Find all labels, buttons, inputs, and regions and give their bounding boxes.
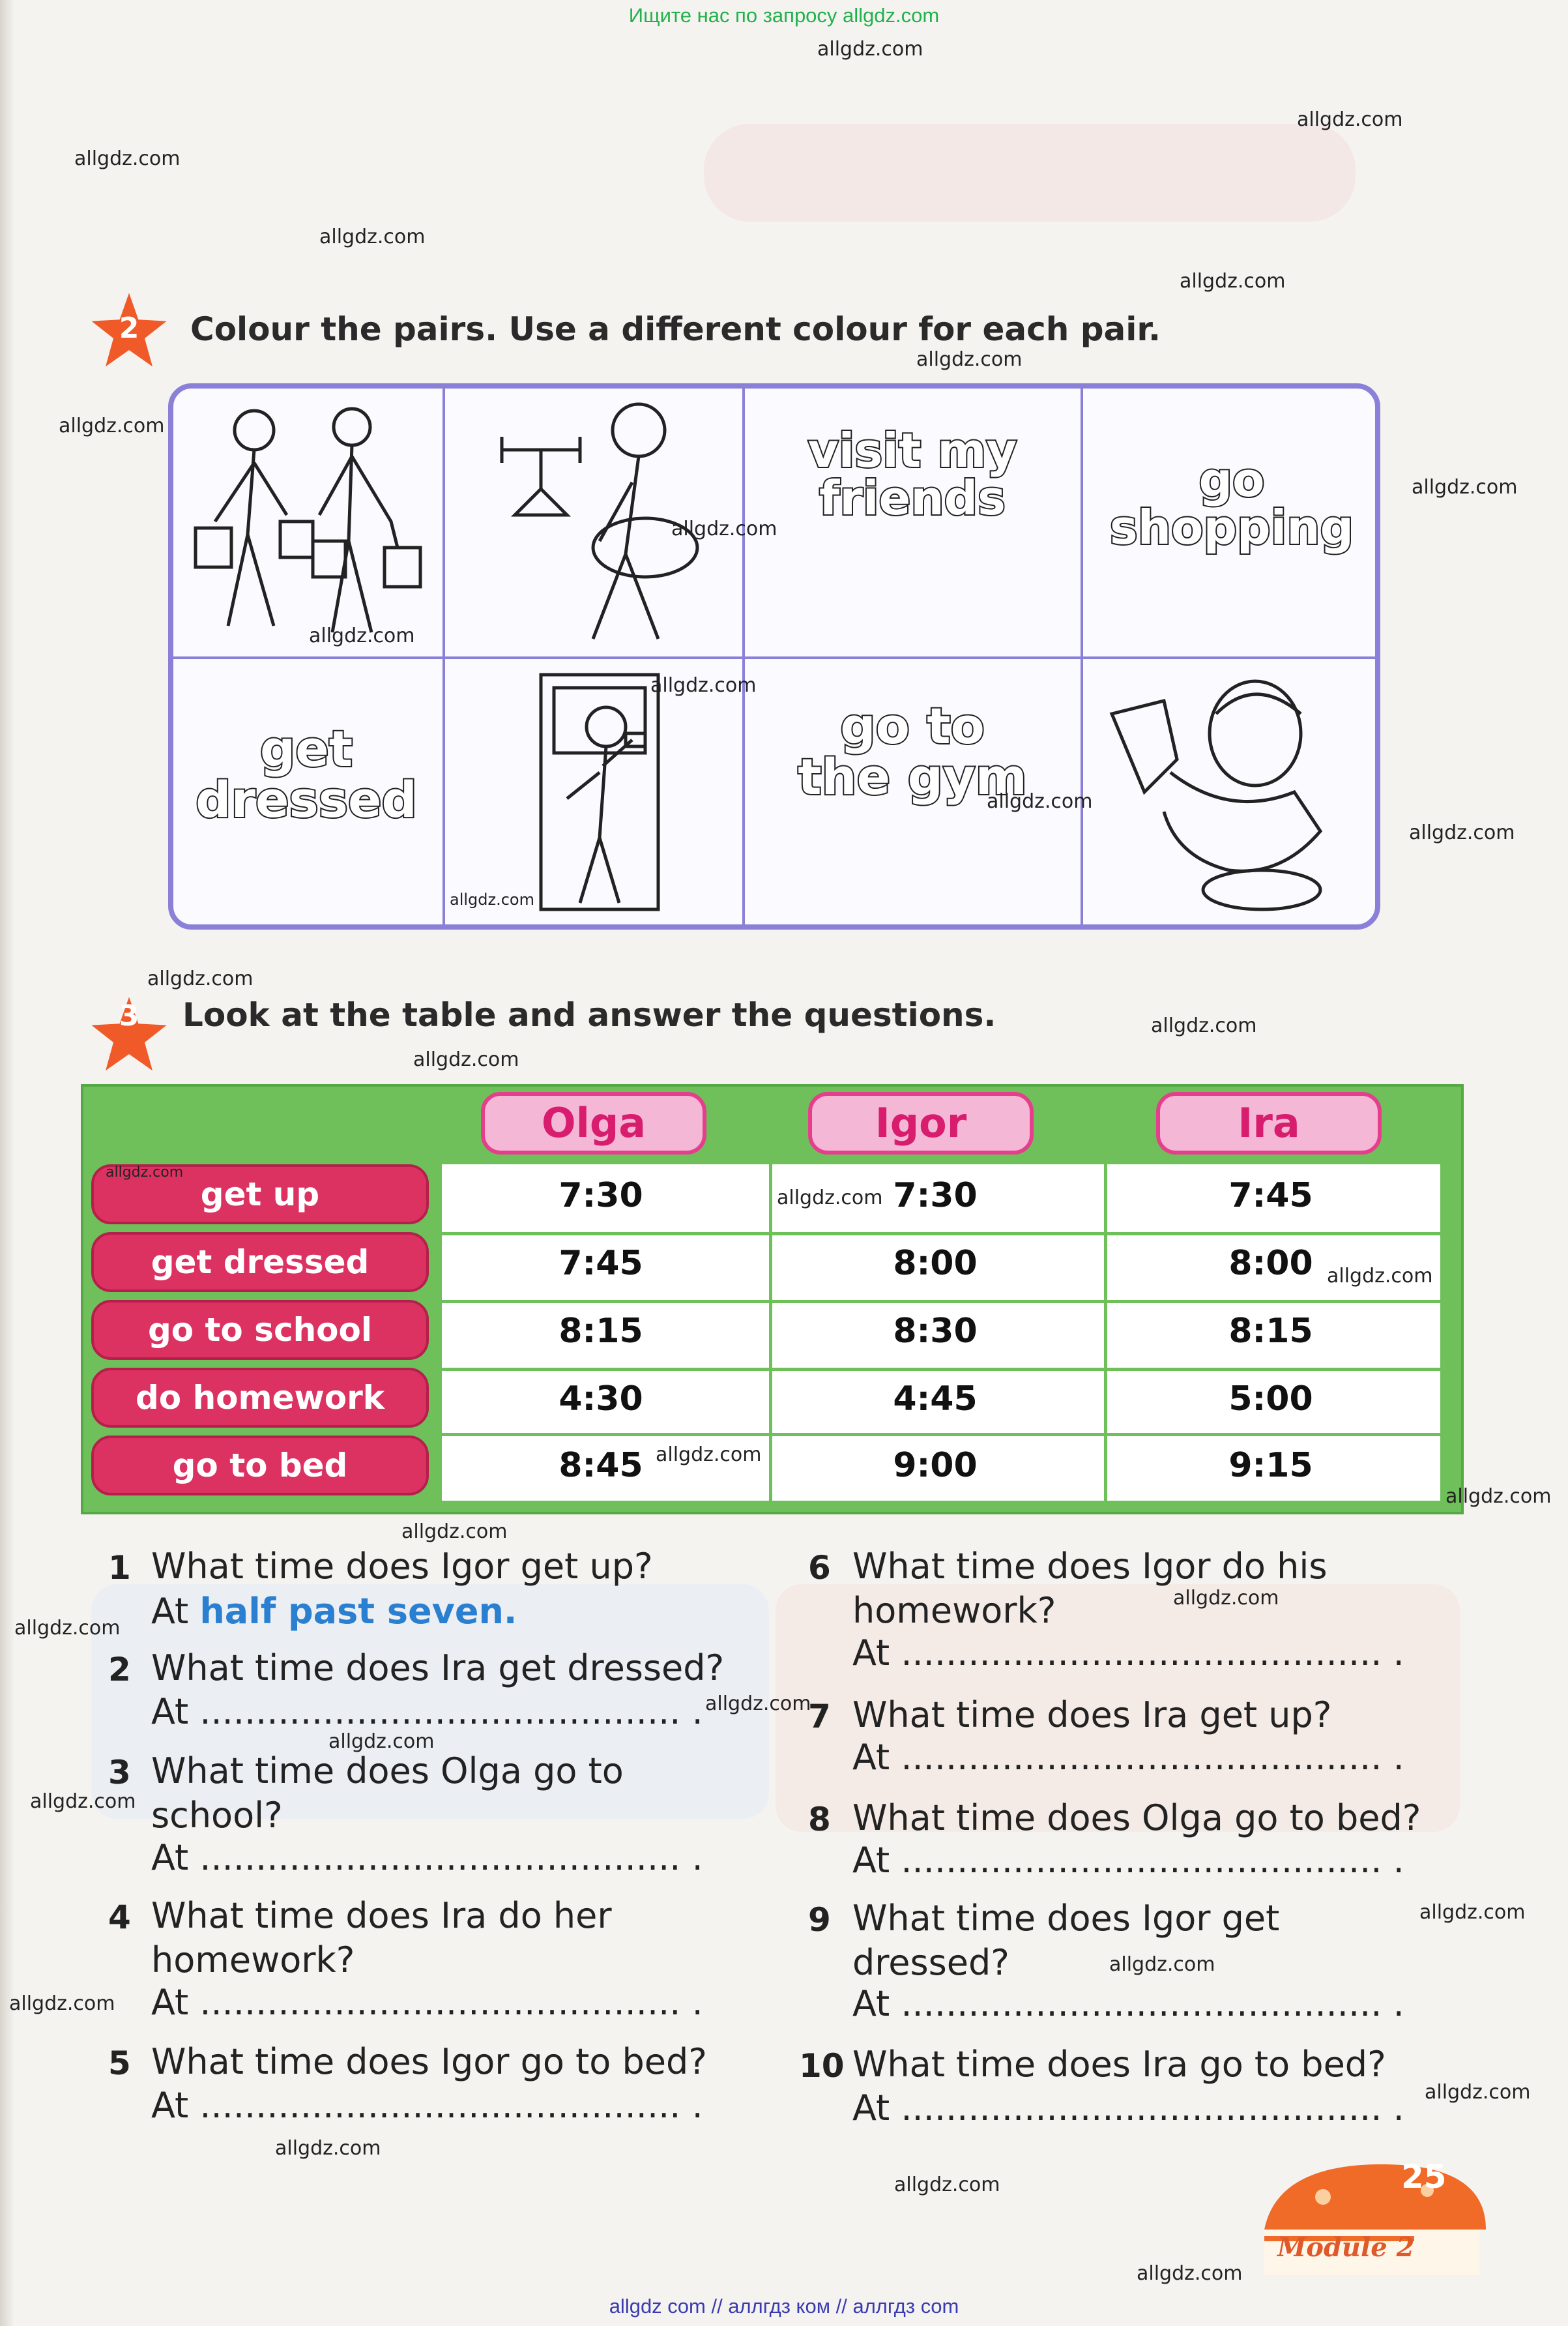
question-number: 3: [108, 1754, 131, 1791]
faded-background-shape: [704, 124, 1356, 222]
answer-prefix: At: [852, 1983, 890, 2024]
answer-line[interactable]: [852, 1983, 1404, 2024]
watermark: allgdz.com: [1151, 1014, 1257, 1037]
answer-blank: ........................................... .: [901, 1840, 1404, 1881]
watermark: allgdz.com: [9, 1992, 115, 2015]
time-cell: 7:45: [559, 1244, 643, 1283]
question-text: What time does Igor go to bed?: [151, 2041, 707, 2082]
watermark: allgdz.com: [401, 1520, 508, 1543]
question-text: dressed?: [852, 1942, 1009, 1983]
watermark: allgdz.com: [319, 226, 426, 248]
doorbell-man-picture[interactable]: [450, 662, 736, 922]
bottom-banner[interactable]: allgdz com // аллгдз ком // аллгдз com: [609, 2295, 959, 2318]
watermark: allgdz.com: [1445, 1485, 1552, 1508]
time-cell: 4:45: [893, 1379, 978, 1419]
column-header-ira: Ira: [1156, 1092, 1382, 1155]
question-text: What time does Igor get: [852, 1898, 1280, 1939]
time-cell: 9:00: [893, 1446, 978, 1485]
question-text: What time does Ira get up?: [852, 1694, 1332, 1735]
watermark: allgdz.com: [1412, 476, 1518, 499]
watermark: allgdz.com: [328, 1730, 435, 1753]
answer-prefix: At: [852, 1737, 890, 1778]
watermark: allgdz.com: [817, 38, 923, 61]
boy-getting-dressed-picture[interactable]: [1086, 662, 1372, 922]
answer-blank: ........................................... .: [199, 1982, 703, 2023]
time-cell: 9:15: [1228, 1446, 1313, 1485]
answer-blank: ........................................... .: [901, 1983, 1404, 2024]
watermark: allgdz.com: [106, 1164, 184, 1181]
phrase-visit-my-friends[interactable]: visit my friends: [807, 423, 1017, 526]
question-number: 6: [808, 1549, 831, 1587]
exercise-instruction: Colour the pairs. Use a different colour for each pair.: [190, 310, 1161, 348]
column-header-olga: Olga: [481, 1092, 706, 1155]
time-cell: 8:45: [559, 1446, 643, 1485]
module-label: Module 2: [1277, 2232, 1415, 2263]
time-cell: 8:30: [893, 1312, 978, 1351]
answer-line[interactable]: [852, 1840, 1404, 1881]
question-number: 4: [108, 1898, 131, 1936]
grid-divider: [1081, 387, 1083, 926]
question-text: homework?: [151, 1939, 355, 1980]
watermark: allgdz.com: [1327, 1265, 1433, 1288]
watermark: allgdz.com: [1425, 2081, 1531, 2104]
answer-prefix: At: [852, 1632, 890, 1673]
question-text: What time does Olga go to bed?: [852, 1797, 1421, 1838]
question-number: 10: [799, 2047, 845, 2085]
question-text: What time does Ira go to bed?: [852, 2044, 1386, 2085]
top-banner[interactable]: Ищите нас по запросу allgdz.com: [628, 4, 940, 27]
watermark: allgdz.com: [74, 147, 181, 170]
time-cell: 7:30: [559, 1176, 643, 1215]
answer-blank: ........................................... .: [901, 2087, 1404, 2128]
exercise-number: 3: [119, 999, 139, 1033]
question-text: What time does Olga go to: [151, 1750, 624, 1791]
exercise-number: 2: [119, 312, 139, 345]
watermark: allgdz.com: [30, 1790, 136, 1813]
answer-line[interactable]: [852, 1632, 1404, 1673]
answer-prefix: At: [151, 2085, 189, 2126]
watermark: allgdz.com: [894, 2173, 1000, 2196]
answer-prefix: At: [852, 2087, 890, 2128]
question-number: 9: [808, 1901, 831, 1939]
table-divider: [442, 1300, 1440, 1303]
watermark: allgdz.com: [1419, 1901, 1526, 1924]
question-number: 2: [108, 1651, 131, 1688]
table-divider: [442, 1232, 1440, 1235]
row-label-do-homework: do homework: [91, 1368, 429, 1428]
answer-line[interactable]: [151, 1837, 703, 1878]
watermark: allgdz.com: [1409, 821, 1515, 844]
time-cell: 8:15: [1228, 1312, 1313, 1351]
answer-line[interactable]: [151, 1691, 703, 1732]
table-divider: [442, 1368, 1440, 1371]
question-number: 5: [108, 2044, 131, 2082]
grid-divider: [742, 387, 745, 926]
watermark: allgdz.com: [650, 674, 757, 697]
question-number: 1: [108, 1549, 131, 1587]
grid-divider: [172, 656, 1376, 659]
phrase-go-shopping[interactable]: go shopping: [1109, 452, 1354, 555]
watermark: allgdz.com: [1180, 270, 1286, 293]
row-label-get-up: get up: [91, 1164, 429, 1224]
watermark: allgdz.com: [916, 348, 1023, 371]
question-text: school?: [151, 1795, 283, 1836]
watermark: allgdz.com: [450, 891, 534, 909]
row-label-get-dressed: get dressed: [91, 1232, 429, 1292]
watermark: allgdz.com: [59, 415, 165, 437]
time-cell: 7:30: [893, 1176, 978, 1215]
page-number: 25: [1401, 2158, 1447, 2196]
row-label-go-to-school: go to school: [91, 1300, 429, 1360]
answer-blank: ........................................... .: [199, 1691, 703, 1732]
time-cell: 7:45: [1228, 1176, 1313, 1215]
question-text: What time does Igor do his: [852, 1546, 1328, 1587]
question-text: homework?: [852, 1590, 1056, 1631]
column-header-igor: Igor: [808, 1092, 1034, 1155]
table-divider: [442, 1433, 1440, 1436]
answer-blank: ........................................... .: [901, 1737, 1404, 1778]
table-divider: [1104, 1164, 1107, 1501]
watermark: allgdz.com: [1297, 108, 1403, 131]
question-text: What time does Igor get up?: [151, 1546, 653, 1587]
question-number: 8: [808, 1801, 831, 1838]
time-cell: 5:00: [1228, 1379, 1313, 1419]
phrase-go-to-the-gym[interactable]: go to the gym: [798, 697, 1027, 806]
exercise-instruction: Look at the table and answer the questions.: [182, 996, 996, 1034]
answer-line[interactable]: [151, 1591, 517, 1632]
grid-divider: [443, 387, 445, 926]
page-left-edge: [0, 0, 14, 2326]
question-number: 7: [808, 1698, 831, 1735]
watermark: allgdz.com: [777, 1186, 883, 1209]
watermark: allgdz.com: [671, 518, 777, 540]
answer-prefix: At: [852, 1840, 890, 1881]
answer-line[interactable]: [151, 1982, 703, 2023]
answer-line[interactable]: [852, 1737, 1404, 1778]
watermark: allgdz.com: [14, 1617, 121, 1640]
answer-prefix: At: [151, 1691, 189, 1732]
watermark: allgdz.com: [1137, 2262, 1243, 2285]
answer-blank: ........................................... .: [199, 2085, 703, 2126]
time-cell: 8:15: [559, 1312, 643, 1351]
watermark: allgdz.com: [656, 1443, 762, 1466]
answer-line[interactable]: [852, 2087, 1404, 2128]
shopping-couple-picture[interactable]: [176, 391, 440, 652]
answer-blank: ........................................... .: [901, 1632, 1404, 1673]
question-text: What time does Ira get dressed?: [151, 1647, 725, 1688]
answer-prefix: At: [151, 1591, 189, 1632]
watermark: allgdz.com: [705, 1692, 811, 1715]
answer-line[interactable]: [151, 2085, 703, 2126]
watermark: allgdz.com: [309, 625, 415, 647]
watermark: allgdz.com: [987, 790, 1093, 813]
watermark: allgdz.com: [147, 967, 254, 990]
watermark: allgdz.com: [413, 1048, 519, 1071]
time-cell: 8:00: [1228, 1244, 1313, 1283]
row-label-go-to-bed: go to bed: [91, 1435, 429, 1495]
question-text: What time does Ira do her: [151, 1895, 612, 1936]
phrase-get-dressed[interactable]: get dressed: [196, 720, 417, 829]
answer-blank: ........................................... .: [199, 1837, 703, 1878]
time-cell: 4:30: [559, 1379, 643, 1419]
answer-prefix: At: [151, 1982, 189, 2023]
answer-prefix: At: [151, 1837, 189, 1878]
answer-example: half past seven.: [199, 1591, 517, 1632]
watermark: allgdz.com: [1109, 1953, 1215, 1976]
watermark: allgdz.com: [1173, 1587, 1279, 1610]
watermark: allgdz.com: [275, 2137, 381, 2160]
time-cell: 8:00: [893, 1244, 978, 1283]
